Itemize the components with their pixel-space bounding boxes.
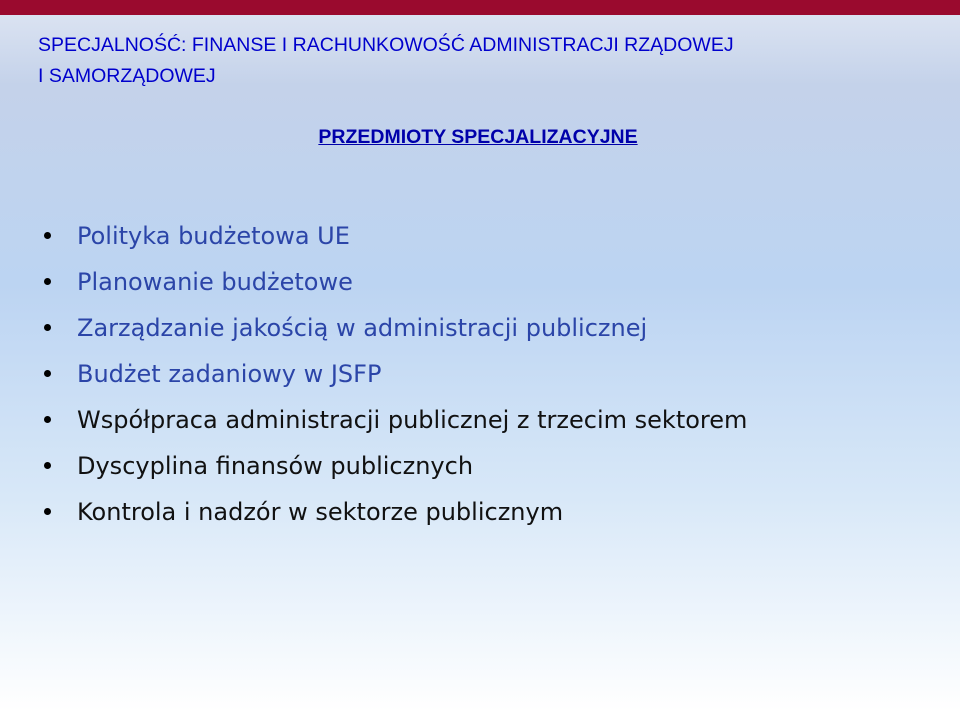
subject-label: Kontrola i nadzór w sektorze publicznym: [77, 498, 564, 526]
list-item: [0, 443, 900, 489]
list-item: [0, 213, 900, 259]
bullet-icon: [44, 370, 51, 377]
bullet-icon: [44, 416, 51, 423]
title-line-2: I SAMORZĄDOWEJ: [38, 65, 216, 87]
subject-label: Współpraca administracji publicznej z trzecim sektorem: [77, 406, 748, 434]
list-item: [0, 489, 900, 535]
subject-list: [0, 213, 900, 535]
list-item: [0, 397, 900, 443]
list-item: [0, 351, 900, 397]
section-heading: PRZEDMIOTY SPECJALIZACYJNE: [318, 126, 638, 148]
subject-label: Planowanie budżetowe: [77, 268, 353, 296]
top-accent-bar: [0, 0, 960, 15]
title-line-1: SPECJALNOŚĆ: FINANSE I RACHUNKOWOŚĆ ADMINISTRACJI RZĄDOWEJ: [38, 34, 734, 56]
list-item: [0, 305, 900, 351]
specialization-title: [38, 30, 938, 92]
list-item: [0, 259, 900, 305]
bullet-icon: [44, 324, 51, 331]
bullet-icon: [44, 508, 51, 515]
bullet-icon: [44, 232, 51, 239]
subject-label: Polityka budżetowa UE: [77, 222, 350, 250]
bullet-icon: [44, 462, 51, 469]
subject-label: Dyscyplina finansów publicznych: [77, 452, 474, 480]
subject-label: Zarządzanie jakością w administracji publicznej: [77, 314, 648, 342]
subject-label: Budżet zadaniowy w JSFP: [77, 360, 382, 388]
bullet-icon: [44, 278, 51, 285]
